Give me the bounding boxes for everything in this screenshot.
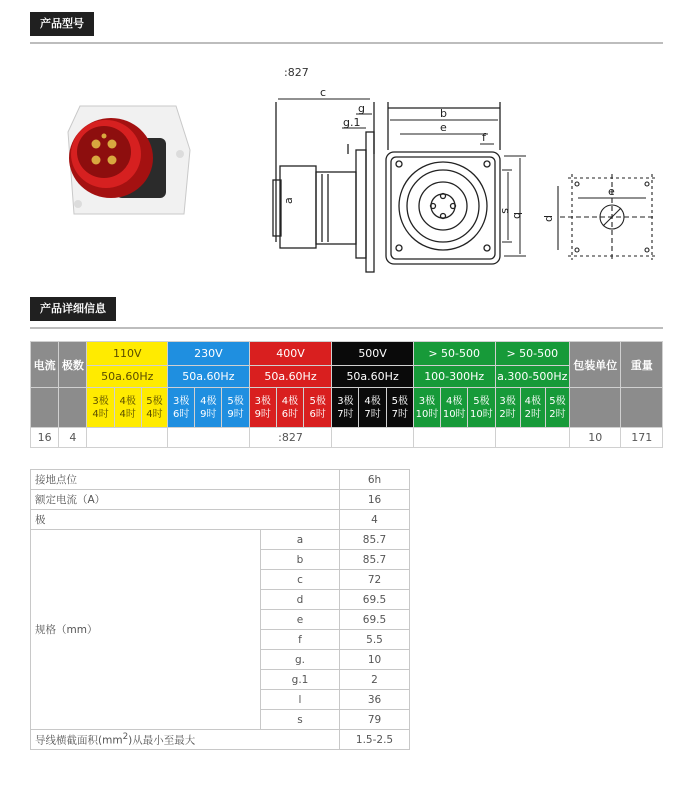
frequency-110v: 50a.60Hz [87, 366, 168, 388]
pole-hour-cell: 3极 10时 [413, 388, 440, 428]
dim-key: s [261, 710, 340, 730]
voltage-group-500v: 500V [332, 342, 414, 366]
diagram-label-d: d [542, 215, 555, 222]
diagram-label-e: e [440, 121, 447, 134]
empty-cell [332, 428, 414, 448]
voltage-group-50-500-b: > 50-500 [495, 342, 570, 366]
diagram-label-b: b [440, 107, 447, 120]
diagram-label-c: c [320, 86, 327, 99]
diagram-label-a: a [282, 197, 295, 204]
wire-cross-section-label: 导线横截面积$(mm^2)$从最小至最大 [31, 730, 340, 750]
spec-grid-table [30, 341, 663, 448]
pole-hour-cell: 4极 10时 [441, 388, 468, 428]
spec-mm-label: 规格（mm） [31, 530, 261, 730]
pole-hour-cell: 4极 7时 [359, 388, 386, 428]
pole-hour-cell: 4极 9时 [195, 388, 222, 428]
dim-value: 69.5 [340, 590, 410, 610]
pole-hour-cell: 3极 2时 [495, 388, 520, 428]
table-row [31, 428, 663, 448]
pole-hour-cell: 5极 7时 [386, 388, 413, 428]
section-header-product-details: 产品详细信息 [30, 297, 116, 321]
pole-hour-cell: 3极 9时 [249, 388, 276, 428]
pole-hour-cell: 5极 4时 [141, 388, 167, 428]
dim-key: d [261, 590, 340, 610]
diagram-label-f: f [482, 131, 486, 144]
dimension-table [30, 469, 410, 750]
dim-value: 85.7 [340, 550, 410, 570]
ground-label: 接地点位 [31, 470, 340, 490]
pole-hour-cell: 4极 4时 [114, 388, 141, 428]
dim-value: 79 [340, 710, 410, 730]
table-row [31, 530, 410, 550]
rated-current-label: 额定电流（A） [31, 490, 340, 510]
dim-key: f [261, 630, 340, 650]
pole-hour-cell: 3极 7时 [332, 388, 359, 428]
pole-hour-cell: 5极 10时 [468, 388, 495, 428]
diagram-model-code: :827 [284, 66, 309, 79]
dim-key: c [261, 570, 340, 590]
table-row [31, 510, 410, 530]
dim-value: 10 [340, 650, 410, 670]
pole-hour-cell: 5极 9时 [222, 388, 249, 428]
weight-value: 171 [621, 428, 663, 448]
package-value: 10 [570, 428, 621, 448]
col-header-package: 包装单位 [570, 342, 621, 388]
diagram-label-g1: g.1 [343, 116, 361, 129]
empty-cell [413, 428, 495, 448]
diagram-label-b-vertical: b [511, 212, 524, 219]
product-photo [66, 102, 192, 218]
voltage-group-400v: 400V [249, 342, 332, 366]
voltage-group-50-500-a: > 50-500 [413, 342, 495, 366]
diagram-label-e-cutout: e [608, 185, 615, 198]
empty-cell [87, 428, 168, 448]
empty-cell [168, 428, 250, 448]
dim-value: 5.5 [340, 630, 410, 650]
dim-key: l [261, 690, 340, 710]
voltage-group-230v: 230V [168, 342, 250, 366]
pole-label: 极 [31, 510, 340, 530]
pole-hour-cell: 4极 2时 [520, 388, 545, 428]
ground-value: 6h [340, 470, 410, 490]
voltage-group-110v: 110V [87, 342, 168, 366]
dim-key: e [261, 610, 340, 630]
frequency-230v: 50a.60Hz [168, 366, 250, 388]
spacer-cell [621, 388, 663, 428]
dim-key: a [261, 530, 340, 550]
section-divider [30, 42, 663, 44]
frequency-50-500-a: 100-300Hz [413, 366, 495, 388]
pole-hour-cell: 3极 4时 [87, 388, 114, 428]
wire-cross-section-value: 1.5-2.5 [340, 730, 410, 750]
spacer-cell [31, 388, 59, 428]
frequency-500v: 50a.60Hz [332, 366, 414, 388]
frequency-50-500-b: a.300-500Hz [495, 366, 570, 388]
diagram-label-s: s [499, 208, 512, 214]
empty-cell [495, 428, 570, 448]
current-value: 16 [31, 428, 59, 448]
col-header-weight: 重量 [621, 342, 663, 388]
frequency-400v: 50a.60Hz [249, 366, 332, 388]
diagram-label-g: g [358, 102, 365, 115]
dimension-diagram [270, 62, 660, 282]
spacer-cell [570, 388, 621, 428]
section-header-product-model: 产品型号 [30, 12, 94, 36]
col-header-current: 电流 [31, 342, 59, 388]
rated-current-value: 16 [340, 490, 410, 510]
poles-value: 4 [59, 428, 87, 448]
table-row [31, 470, 410, 490]
model-code-cell: :827 [249, 428, 332, 448]
dim-key: g.1 [261, 670, 340, 690]
table-row [31, 490, 410, 510]
dim-value: 2 [340, 670, 410, 690]
dim-value: 85.7 [340, 530, 410, 550]
dim-key: b [261, 550, 340, 570]
pole-hour-cell: 4极 6时 [276, 388, 303, 428]
pole-hour-cell: 5极 2时 [545, 388, 569, 428]
pole-hour-cell: 3极 6时 [168, 388, 195, 428]
col-header-poles: 极数 [59, 342, 87, 388]
spacer-cell [59, 388, 87, 428]
section-divider [30, 327, 663, 329]
dim-value: 72 [340, 570, 410, 590]
pole-value: 4 [340, 510, 410, 530]
cutout-template [558, 174, 656, 260]
table-row [31, 730, 410, 750]
dim-value: 69.5 [340, 610, 410, 630]
dim-key: g. [261, 650, 340, 670]
pole-hour-cell: 5极 6时 [304, 388, 332, 428]
dim-value: 36 [340, 690, 410, 710]
